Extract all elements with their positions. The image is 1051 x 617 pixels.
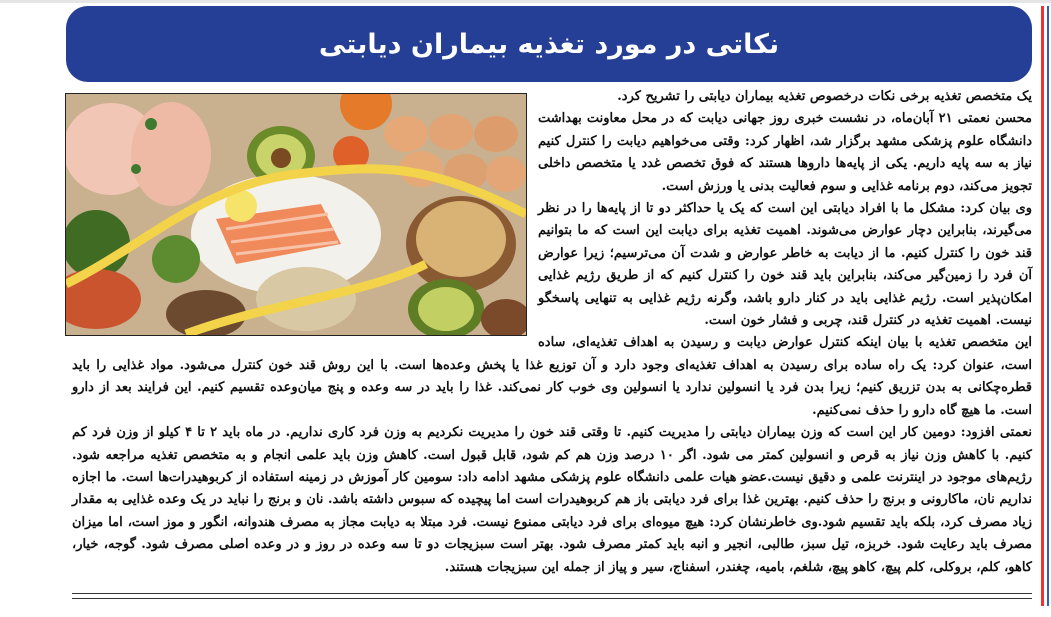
paragraph-intro: یک متخصص تغذیه برخی نکات درخصوص تغذیه بیماران دیابتی را تشریح کرد. — [617, 89, 1032, 104]
paragraph-3: این متخصص تغذیه با بیان اینکه کنترل عوارض دیابت و رسیدن به اهداف تغذیه‌ای، ساده است، عنوان کرد: یک راه ساده برای رسیدن به اهداف تغذیه‌ای وجود دارد و آن توزیع غذا یا پخش وعده‌ها است. با این روش قند خون کنترل می‌شود. مواد غذایی را باید قطره‌چکانی به بدن تزریق کنیم؛ زیرا بدن فرد یا انسولین ندارد یا انسولین وی خوب کار نمی‌کند. غذا را باید در سه وعده و پنج میان‌وعده تقسیم کنیم. این فرایند بعد از دارو است. ما هیچ گاه دارو را حذف نمی‌کنیم. — [72, 335, 1032, 418]
right-border-blue — [1047, 6, 1049, 606]
top-rule — [0, 0, 1051, 3]
paragraph-4: نعمتی افزود: دومین کار این است که وزن بیماران دیابتی را مدیریت کنیم. تا وقتی قند خون را مدیریت نکردیم به وزن فرد کاری نداریم. در ماه باید ۲ تا ۴ کیلو از وزن فرد کم کنیم. با کاهش وزن نیاز به قرص و انسولین کمتر می شود. اگر ۱۰ درصد وزن هم کم شود، قابل قبول است. کاهش وزن باید علمی انجام و به متخصص تغذیه مراجعه شود. رژیم‌های موجود در اینترنت علمی و دقیق نیست.عضو هیات علمی دانشگاه علوم پزشکی مشهد ادامه داد: سومین کار آموزش در زمینه استفاده از کربوهیدرات‌ها است. ما اجازه نداریم نان، ماکارونی و برنج را حذف کنیم. بهترین غذا برای فرد دیابتی باز هم کربوهیدرات است اما پیچیده که سبوس داشته باشد. نان و برنج را نباید در یک وعده غذایی به مقدار زیاد مصرف کرد، بلکه باید تقسیم شود.وی خاطرنشان کرد: هیچ میوه‌ای برای فرد دیابتی ممنوع نیست. فرد مبتلا به دیابت مجاز به مصرف هندوانه، انگور و موز است، اما میزان مصرف باید رعایت شود. خربزه، تیل سبز، طالبی، انجیر و انبه باید کمتر مصرف شود. بهتر است سبزیجات دو تا سه وعده در روز و در وعده اصلی مصرف شود. گوجه، خیار، کاهو، کلم، بروکلی، کلم پیچ، کاهو پیچ، شلغم، بامیه، چغندر، اسفناج، سیر و پیاز از جمله این سبزیجات هستند. — [72, 425, 1032, 575]
paragraph-2: وی بیان کرد: مشکل ما با افراد دیابتی این است که یک یا حداکثر دو تا از پایه‌ها را در نظر می‌گیرند، بنابراین دچار عوارض می‌شوند. اهمیت تغذیه برای دیابت این است که ما بتوانیم قند خون را کنترل کنیم. ما از دیابت به خاطر عوارض و شدت آن می‌ترسیم؛ زیرا عوارض آن فرد را زمین‌گیر می‌کند، بنابراین باید قند خون را کنترل کنیم که از طریق رژیم غذایی امکان‌پذیر است. رژیم غذایی باید در کنار دارو باشد، وگرنه رژیم غذایی به تنهایی پاسخگو نیست. اهمیت تغذیه در کنترل قند، چربی و فشار خون است. — [538, 201, 1032, 329]
right-border-red — [1041, 6, 1044, 606]
image-spacer — [72, 86, 538, 344]
bottom-separator — [72, 593, 1032, 599]
article-body — [72, 86, 1032, 579]
title-banner — [66, 6, 1032, 82]
article-title: نکاتی در مورد تغذیه بیماران دیابتی — [318, 28, 780, 60]
paragraph-1: محسن نعمتی ۲۱ آبان‌ماه، در نشست خبری روز جهانی دیابت که در محل معاونت بهداشت دانشگاه علوم پزشکی مشهد برگزار شد، اظهار کرد: وقتی می‌خواهیم دیابت را کنترل کنیم نیاز به سه پایه داریم. یکی از پایه‌ها داروها هستند که فوق تخصص غدد یا متخصص داخلی تجویز می‌کند، دوم برنامه غذایی و سوم فعالیت بدنی یا ورزش است. — [538, 111, 1032, 194]
